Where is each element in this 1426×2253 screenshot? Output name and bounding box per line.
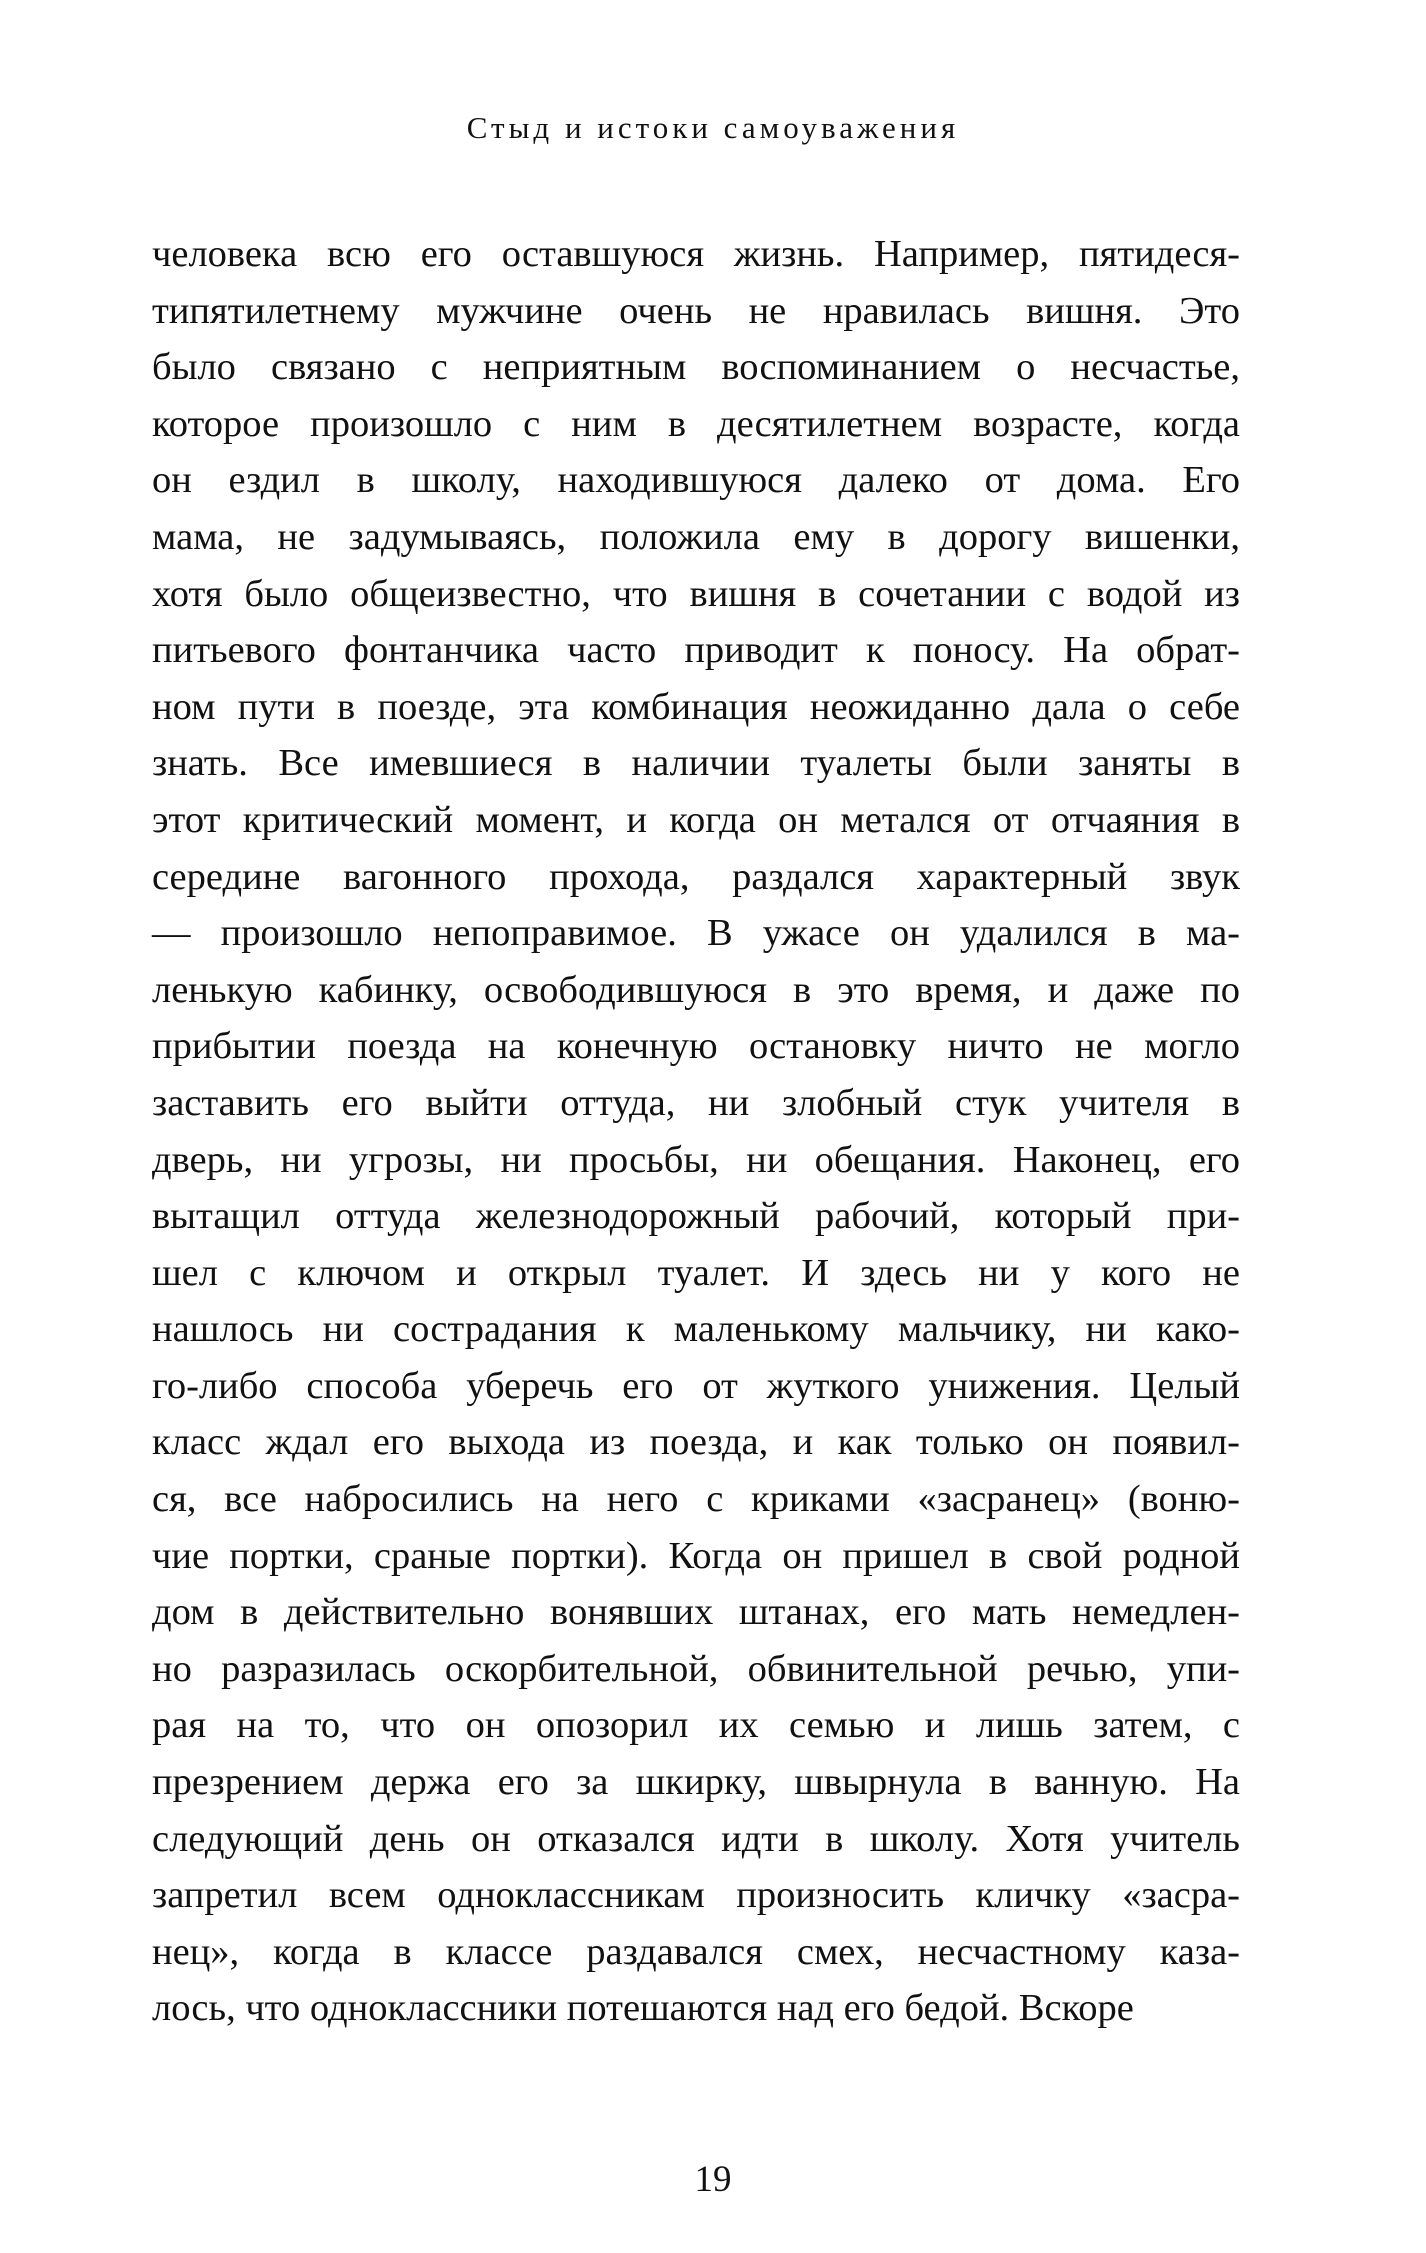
text-line: презрением держа его за шкирку, швырнула в ванную. На xyxy=(152,1761,1240,1804)
text-line: го-либо способа уберечь его от жуткого унижения. Целый xyxy=(152,1364,1240,1407)
text-line: типятилетнему мужчине очень не нравилась вишня. Это xyxy=(152,289,1240,332)
text-line: вытащил оттуда железнодорожный рабочий, который при- xyxy=(152,1195,1240,1238)
text-line: ном пути в поезде, эта комбинация неожиданно дала о себе xyxy=(152,685,1240,728)
text-line: хотя было общеизвестно, что вишня в сочетании с водой из xyxy=(152,572,1240,615)
text-line: чие портки, сраные портки). Когда он пришел в свой родной xyxy=(152,1534,1240,1577)
text-line: рая на то, что он опозорил их семью и лишь затем, с xyxy=(152,1704,1240,1747)
text-line: следующий день он отказался идти в школу. Хотя учитель xyxy=(152,1817,1240,1860)
text-line: класс ждал его выхода из поезда, и как только он появил- xyxy=(152,1421,1240,1464)
text-line: он ездил в школу, находившуюся далеко от дома. Его xyxy=(152,459,1240,502)
text-line: ленькую кабинку, освободившуюся в это время, и даже по xyxy=(152,968,1240,1011)
text-line: но разразилась оскорбительной, обвинительной речью, упи- xyxy=(152,1647,1240,1690)
text-line: лось, что одноклассники потешаются над его бедой. Вскоре xyxy=(152,1987,1134,2030)
body-text xyxy=(152,226,1240,2037)
page-number: 19 xyxy=(694,2159,732,2200)
text-line: человека всю его оставшуюся жизнь. Например, пятидеся- xyxy=(152,233,1240,275)
running-header: Стыд и истоки самоуважения xyxy=(466,110,960,145)
text-line: запретил всем одноклассникам произносить кличку «засра- xyxy=(152,1874,1240,1917)
text-line: этот критический момент, и когда он метался от отчаяния в xyxy=(152,798,1240,841)
text-line: которое произошло с ним в десятилетнем возрасте, когда xyxy=(152,402,1240,445)
text-line: ся, все набросились на него с криками «засранец» (воню- xyxy=(152,1478,1240,1521)
text-line: нец», когда в классе раздавался смех, несчастному каза- xyxy=(152,1930,1240,1973)
text-line: мама, не задумываясь, положила ему в дорогу вишенки, xyxy=(152,515,1240,558)
text-line: — произошло непоправимое. В ужасе он удалился в ма- xyxy=(152,912,1240,955)
text-line: заставить его выйти оттуда, ни злобный стук учителя в xyxy=(152,1081,1240,1124)
text-line: дверь, ни угрозы, ни просьбы, ни обещания. Наконец, его xyxy=(152,1138,1240,1181)
text-line: прибытии поезда на конечную остановку ничто не могло xyxy=(152,1025,1240,1068)
text-line: нашлось ни сострадания к маленькому мальчику, ни како- xyxy=(152,1308,1240,1351)
text-line: питьевого фонтанчика часто приводит к поносу. На обрат- xyxy=(152,629,1240,672)
text-line: было связано с неприятным воспоминанием о несчастье, xyxy=(152,346,1240,389)
text-line: дом в действительно вонявших штанах, его мать немедлен- xyxy=(152,1591,1240,1634)
text-line: середине вагонного прохода, раздался характерный звук xyxy=(152,855,1240,898)
text-line: знать. Все имевшиеся в наличии туалеты были заняты в xyxy=(152,742,1240,785)
text-line: шел с ключом и открыл туалет. И здесь ни у кого не xyxy=(152,1251,1240,1294)
